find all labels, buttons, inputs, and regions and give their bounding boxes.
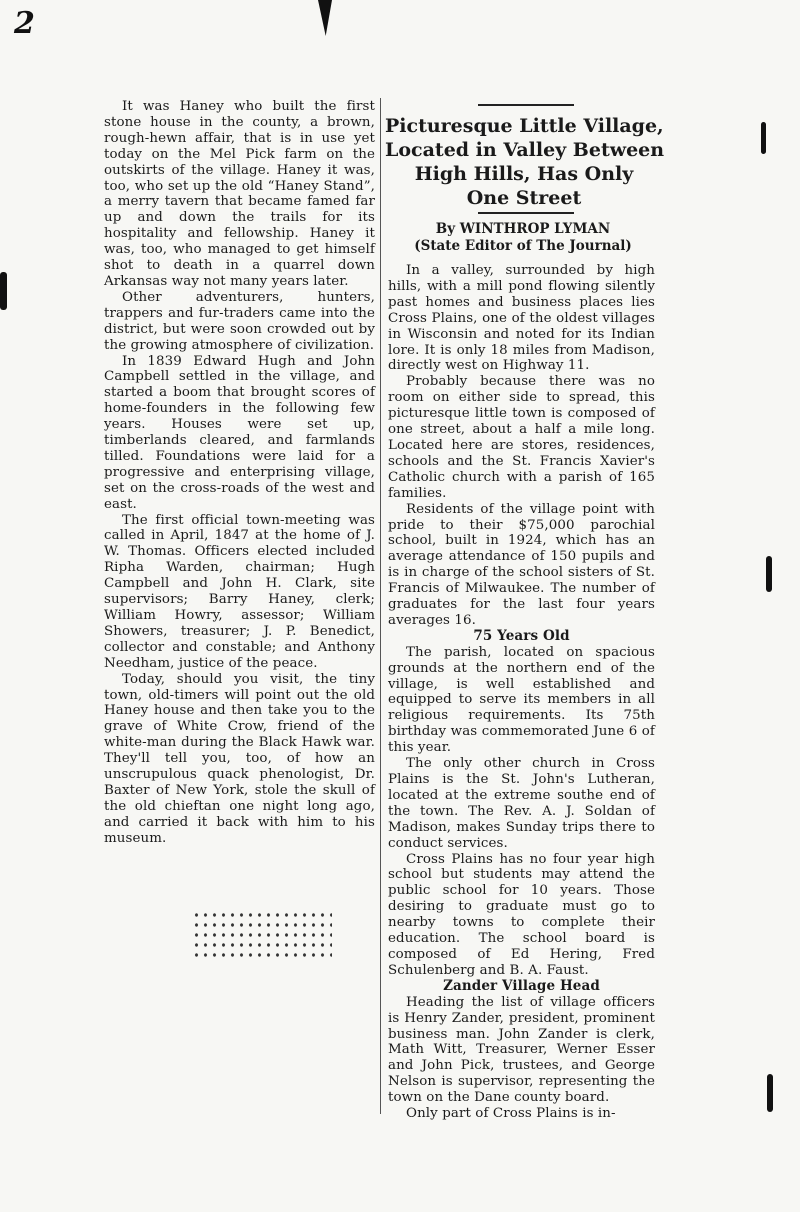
paragraph: Only part of Cross Plains is in- (406, 1106, 616, 1122)
paragraph: The parish, located on spacious grounds at the northern end of the village, is well established and equipped to serve its members in all religious requirements. Its 75th birthday was commemorated June 6 of this year. (388, 644, 655, 756)
paragraph: The only other church in Cross Plains is the St. John's Lutheran, located at the extreme southe end of the town. The Rev. A. J. Soldan of Madison, makes Sunday trips there to conduct services. (388, 756, 655, 851)
headline (385, 114, 663, 210)
headline-line: Picturesque Little Village, (385, 115, 664, 137)
scan-mark-right (766, 556, 772, 592)
paragraph: Residents of the village point with pride to their $75,000 parochial school, built in 1924, which has an average attendance of 150 pupils and is in charge of the school sisters of St. Francis of Milwaukee. The number of graduates for the last four years averages 16. (388, 501, 655, 628)
scan-mark-right (761, 122, 766, 154)
headline-line: Located in Valley Between (385, 139, 665, 161)
subheading: 75 Years Old (473, 627, 570, 644)
byline (388, 221, 658, 255)
paragraph: Heading the list of village officers is Henry Zander, president, prominent business man. John Zander is clerk, Math Witt, Treasurer, Werner Esser and John Pick, trustees, and George Nelson is supervisor, representing the town on the Dane county board. (388, 994, 655, 1106)
headline-line: High Hills, Has Only (414, 163, 634, 185)
headline-rule-top (478, 104, 574, 106)
paragraph: In a valley, surrounded by high hills, with a mill pond flowing silently past homes and business places lies Cross Plains, one of the oldest villages in Wisconsin and noted for its Indian lore. It is only 18 miles from Madison, directly west on Highway 11. (388, 263, 655, 374)
page-number: 2 (14, 6, 35, 41)
paragraph: Cross Plains has no four year high school but students may attend the public school for 10 years. Those desiring to graduate must go to nearby towns to complete their education. The school board is composed of Ed Hering, Fred Schulenberg and B. A. Faust. (388, 851, 655, 978)
paragraph: It was Haney who built the first stone house in the county, a brown, rough-hewn affair, that is in use yet today on the Mel Pick farm on the outskirts of the village. Haney it was, too, who set up the old “Haney Stand”, a merry tavern that became famed far up and down the trails for its hospitality and fellowship. Haney it was, too, who managed to get himself shot to death in a quarrel down Arkansas way not many years later. (104, 99, 375, 289)
byline-title: (State Editor of The Journal) (414, 238, 632, 254)
paragraph: Other adventurers, hunters, trappers and fur-traders came into the district, but were soon crowded out by the growing atmosphere of civilization. (104, 289, 375, 353)
column-rule (380, 98, 381, 1114)
headline-line: One Street (466, 187, 582, 209)
scan-mark (318, 0, 332, 36)
paragraph: Probably because there was no room on either side to spread, this picturesque little town is composed of one street, about a half a mile long. Located here are stores, residences, schools and the St. Francis Xavier's Catholic church with a parish of 165 families. (388, 374, 655, 501)
paragraph: Today, should you visit, the tiny town, old-timers will point out the old Haney house and then take you to the grave of White Crow, friend of the white-man during the Black Hawk war. They'll tell you, too, of how an unscrupulous quack phenologist, Dr. Baxter of New York, stole the skull of the old chieftan one night long ago, and carried it back with him to his museum. (104, 671, 375, 846)
paragraph: The first official town-meeting was called in April, 1847 at the home of J. W. Thomas. Officers elected included Ripha Warden, chairman; Hugh Campbell and John H. Clark, site supervisors; Barry Haney, clerk; William Howry, assessor; William Showers, treasurer; J. P. Benedict, collector and constable; and Anthony Needham, justice of the peace. (104, 512, 375, 671)
paragraph: In 1839 Edward Hugh and John Campbell settled in the village, and started a boom that brought scores of home-founders in the following few years. Houses were set up, timberlands cleared, and farmlands tilled. Foundations were laid for a progressive and enterprising village, set on the cross-roads of the west and east. (104, 353, 375, 512)
left-column (104, 99, 375, 847)
ink-smudge (192, 910, 332, 960)
byline-name: By WINTHROP LYMAN (435, 221, 611, 237)
right-column (388, 263, 655, 1122)
subheading: Zander Village Head (443, 977, 600, 994)
scan-mark-right (767, 1074, 773, 1112)
headline-rule-bottom (478, 212, 574, 214)
scan-mark-left (0, 272, 7, 310)
